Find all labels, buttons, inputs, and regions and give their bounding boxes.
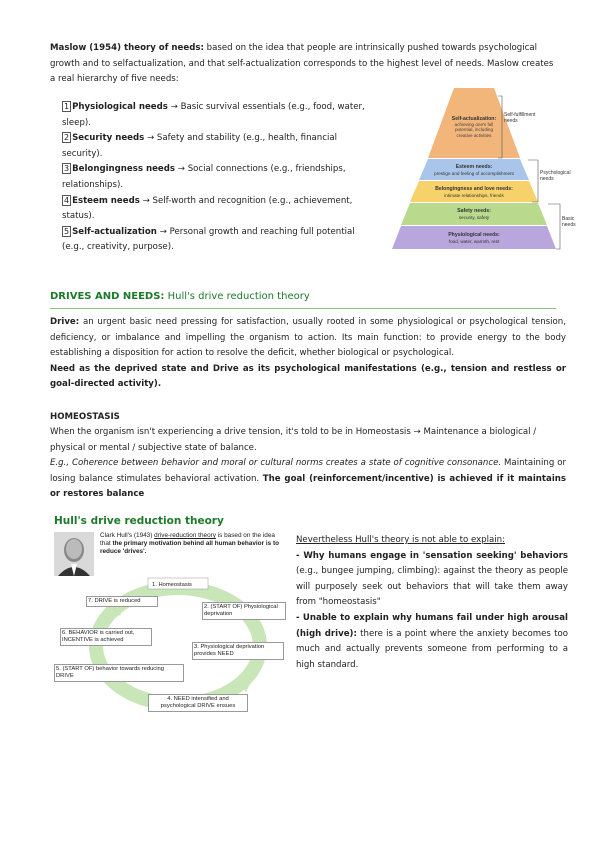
maslow-intro-paragraph <box>50 41 556 88</box>
cycle-step: 6. BEHAVIOR is carried out, INCENTIVE is achieved <box>60 628 152 646</box>
need-number-badge: 3 <box>64 164 70 174</box>
pyramid-level-sub: intimate relationships, friends <box>444 193 504 198</box>
hull-cycle-figure <box>52 530 288 720</box>
need-number-badge: 1 <box>64 102 70 111</box>
drive-text: an urgent basic need pressing for satisfaction, usually rooted in some physiological or psychological tension, deficiency, or imbalance and impelling the organism to action. Its main function: to provide energy to the body establishing a disposition for action to resolve the deficit, whether biological or psychological. <box>50 317 566 359</box>
need-item <box>62 225 372 256</box>
pyramid-side-label: Psychological needs <box>540 170 571 182</box>
need-description: → Social connections (e.g., friendships, relationships). <box>62 164 346 190</box>
drive-paragraph <box>50 315 566 362</box>
maslow-pyramid-figure <box>392 82 582 260</box>
pyramid-level-sub: security, safety <box>458 215 490 220</box>
homeostasis-example-italic: E.g., Coherence between behavior and moral or cultural norms creates a state of cognitive consonance. <box>50 458 502 469</box>
homeostasis-heading: HOMEOSTASIS <box>50 412 120 422</box>
need-item <box>62 162 372 193</box>
hull-caption-wrap <box>100 532 286 568</box>
homeostasis-text: When the organism isn't experiencing a drive tension, it's told to be in Homeostasis → Maintenance a biological / physical or mental / subjective state of balance. <box>50 427 537 453</box>
hull-caption <box>100 532 286 556</box>
maslow-intro-lead: Maslow (1954) theory of needs: <box>50 43 204 53</box>
limitations-block <box>296 533 568 673</box>
needs-list <box>62 100 372 256</box>
homeostasis-block <box>50 425 566 503</box>
need-description: → Safety and stability (e.g., health, financial security). <box>62 133 337 159</box>
limitation-lead: - Why humans engage in 'sensation seeking' behaviors <box>296 550 568 561</box>
pyramid-level-title: Physiological needs: <box>448 232 500 238</box>
limitation-lead: - Unable to explain why humans fail under high arousal (high drive): <box>296 612 568 639</box>
limitation-item <box>296 611 568 673</box>
cycle-step: 5. (START OF) behavior towards reducing DRIVE <box>54 664 184 682</box>
drive-lead: Drive: <box>50 317 80 327</box>
need-description: → Personal growth and reaching full potential (e.g., creativity, purpose). <box>62 226 355 253</box>
cycle-step: 7. DRIVE is reduced <box>86 596 158 607</box>
drive-bold-paragraph <box>50 362 566 393</box>
need-number-badge: 5 <box>64 226 70 236</box>
pyramid-side-label: Basic needs <box>562 216 576 228</box>
pyramid-level-sub: achieving one's full potential, including creative activities <box>454 122 494 138</box>
need-name: Self-actualization <box>72 226 157 237</box>
pyramid-level-safety <box>401 203 547 225</box>
cycle-step: 1. Homeostasis <box>152 582 192 588</box>
limitation-text: (e.g., bungee jumping, climbing): against the theory as people will purposely seek out behaviors that will take them away from "homeostasis" <box>296 566 568 608</box>
pyramid-level-title: Belongingness and love needs: <box>435 186 513 192</box>
pyramid-level-sub: prestige and feeling of accomplishment <box>434 171 514 176</box>
need-item <box>62 194 372 225</box>
drive-bold-text: Need as the deprived state and Drive as its psychological manifestations (e.g., tension and restless or goal-directed activity). <box>50 363 566 390</box>
limitation-item <box>296 549 568 611</box>
section-heading-rest: Hull's drive reduction theory <box>164 291 310 302</box>
section-heading <box>50 290 556 304</box>
homeostasis-example-plain: Maintaining or losing balance stimulates behavioral activation. <box>50 458 566 484</box>
cycle-step: 3. Physiological deprivation provides NEED <box>192 642 284 660</box>
section-heading-caps: DRIVES AND NEEDS: <box>50 291 165 302</box>
need-name: Physiological needs <box>72 102 168 112</box>
need-name: Security needs <box>72 133 145 144</box>
portrait-image <box>54 532 94 576</box>
hull-caption-part: drive-reduction theory <box>154 532 216 539</box>
hull-caption-part: is based on the idea that <box>100 532 275 547</box>
need-name: Belongingness needs <box>72 164 176 175</box>
drive-block <box>50 315 566 393</box>
cycle-step: 2. (START OF) Physiological deprivation <box>202 602 286 620</box>
need-name: Esteem needs <box>72 195 140 206</box>
limitation-text: there is a point where the anxiety becomes too much and actually prevents someone from performing to a high standard. <box>296 628 568 670</box>
cycle-step: 4. NEED intensified and psychological DRIVE ensues <box>148 694 248 712</box>
need-item <box>62 100 372 131</box>
homeostasis-example <box>50 456 566 503</box>
need-item <box>62 131 372 162</box>
pyramid-level-title: Safety needs: <box>457 208 491 214</box>
hull-figure-title: Hull's drive reduction theory <box>54 515 224 527</box>
section-divider <box>50 308 556 309</box>
pyramid-level-title: Esteem needs: <box>455 164 493 170</box>
need-number-badge: 4 <box>64 195 70 205</box>
need-description: → Basic survival essentials (e.g., food, water, sleep). <box>62 102 365 128</box>
pyramid-side-label: Self-fulfillment needs <box>504 112 536 124</box>
maslow-intro-text: based on the idea that people are intrinsically pushed towards psychological growth and to selfactualization, and that self-actualization corresponds to the highest level of needs. Maslow creates a real hierarchy of five needs: <box>50 43 554 85</box>
limitations-heading: Nevertheless Hull's theory is not able to explain: <box>296 535 506 545</box>
pyramid-level-sub: food, water, warmth, rest <box>448 239 500 244</box>
homeostasis-example-bold: The goal (reinforcement/incentive) is achieved if it maintains or restores balance <box>50 473 566 500</box>
hull-caption-part: Clark Hull's (1943) <box>100 532 155 539</box>
pyramid-level-sub-wrap <box>450 122 498 156</box>
need-description: → Self-worth and recognition (e.g., achievement, status). <box>62 195 353 222</box>
hull-caption-part: the primary motivation behind all human behavior is to reduce 'drives'. <box>100 540 279 555</box>
need-number-badge: 2 <box>64 133 70 143</box>
pyramid-level-title: Self-actualization: <box>451 116 497 122</box>
